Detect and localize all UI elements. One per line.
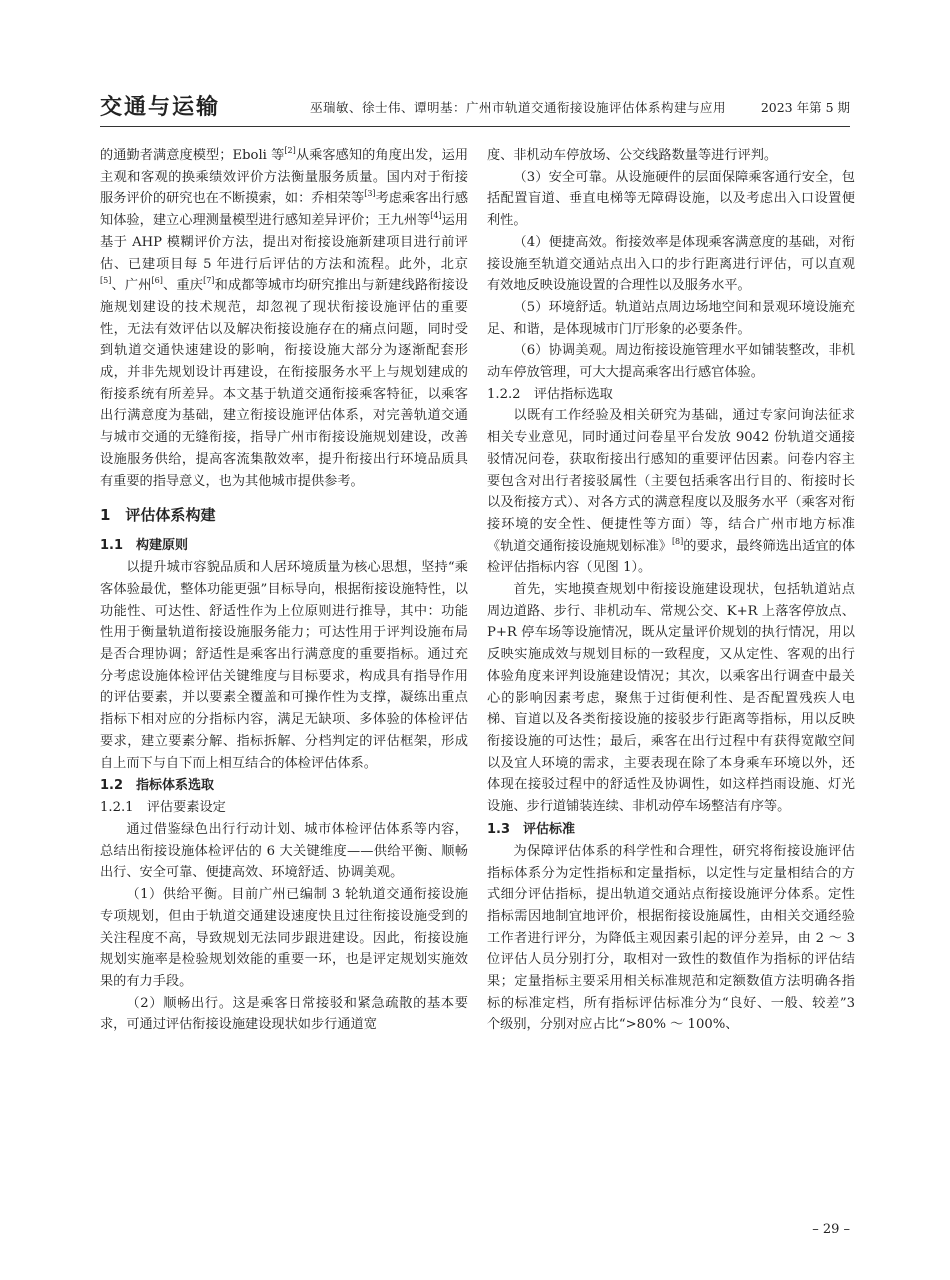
paragraph: 以提升城市容貌品质和人居环境质量为核心思想，坚持“乘客体验最优，整体功能更强”目标导向，根据衔接设施特性，以功能性、可达性、舒适性作为上位原则进行推导，其中：功能性用于衡量轨道衔接设施服务能力；可达性用于评判设施布局是否合理协调；舒适性是乘客出行满意度的重要指标。通过充分考虑设施体检评估关键维度与目标要求，构成具有指导作用的评估要素，并以要素全覆盖和可操作性为支撑，凝练出重点指标下相对应的分指标内容，满足无缺项、多体验的体检评估要求，建立要素分解、指标拆解、分档判定的评估框架，形成自上而下与自下而上相互结合的体检评估体系。 [100,560,468,771]
paragraph: 为保障评估体系的科学性和合理性，研究将衔接设施评估指标体系分为定性指标和定量指标，以定性与定量相结合的方式细分评估指标，提出轨道交通站点衔接设施评分体系。定性指标需因地制宜地评价，根据衔接设施属性，由相关交通经验工作者进行评分，为降低主观因素引起的评分差异，由 2 ～ 3 位评估人员分别打分，取相对一致性的数值作为指标的评估结果；定量指标主要采用相关标准规范和定额数值方法明确各指标的标准定档，所有指标评估标准分为“良好、一般、较差”3 个级别，分别对应占比“>80% ～ 100%、 [487,843,855,1033]
subsection-heading: 1.2 指标体系选取 [100,778,215,794]
ref-link[interactable]: [7] [203,276,215,286]
ref-link[interactable]: [4] [430,211,442,221]
subsection-heading: 1.3 评估标准 [487,821,576,837]
paragraph: 度、非机动车停放场、公交线路数量等进行评判。 [487,148,778,163]
paragraph: （4）便捷高效。衔接效率是体现乘客满意度的基础，对衔接设施至轨道交通站点出入口的步行距离进行评估，可以直观有效地反映设施设置的合理性以及服务水平。 [487,234,855,294]
ref-link[interactable]: [3] [364,189,376,199]
ref-link[interactable]: [6] [151,276,163,286]
right-column [487,145,855,1036]
journal-logo: 交通与运输 [100,95,221,120]
left-column [100,145,468,1036]
paragraph: 首先，实地摸查规划中衔接设施建设现状，包括轨道站点周边道路、步行、非机动车、常规公交、K+R 上落客停放点、P+R 停车场等设施情况，既从定量评价规划的执行情况，用以反映实施成效与规划目标的一致程度，又从定性、客观的出行体验角度来评判设施建设情况；其次，以乘客出行调查中最关心的影响因素考虑，聚焦于过街便利性、是否配置残疾人电梯、盲道以及各类衔接设施的接驳步行距离等指标，用以反映衔接设施的可达性；最后，乘客在出行过程中有获得宽敞空间以及宜人环境的需求，主要表现在除了本身乘车环境以外，还体现在接驳过程中的舒适性及协调性，如这样挡雨设施、灯光设施、步行道铺装连续、非机动停车场整洁有序等。 [487,582,855,815]
section-heading: 1 评估体系构建 [100,506,216,525]
page-number: – 29 – [812,1222,850,1237]
ref-link[interactable]: [8] [671,536,684,546]
ref-link[interactable]: [5] [100,276,112,286]
paragraph: 通过借鉴绿色出行行动计划、城市体检评估体系等内容，总结出衔接设施体检评估的 6 大关键维度——供给平衡、顺畅出行、安全可靠、便捷高效、环境舒适、协调美观。 [100,821,468,881]
ref-link[interactable]: [2] [284,146,296,155]
issue-label: 2023 年第 5 期 [760,100,850,115]
paragraph: 的通勤者满意度模型；Eboli 等[2]从乘客感知的角度出发，运用主观和客观的换乘绩效评价方法衡量服务质量。国内对于衔接服务评价的研究也在不断摸索，如：乔相荣等[3]考虑乘客出行感知体验，建立心理测量模型进行感知差异评价；王九州等[4]运用基于 AHP 模糊评价方法，提出对衔接设施新建项目进行前评估、已建项目每 5 年进行后评估的方法和流程。此外，北京[5]、广州[6]、重庆[7]和成都等城市均研究推出与新建线路衔接设施规划建设的技术规范，却忽视了现状衔接设施评估的重要性，无法有效评估以及解决衔接设施存在的痛点问题，同时受到轨道交通快速建设的影响，衔接设施大部分为逐渐配套形成，并非先规划设计再建设，在衔接服务水平上与规划建成的衔接系统有所差异。本文基于轨道交通衔接乘客特征，以乘客出行满意度为基础，建立衔接设施评估体系，对完善轨道交通与城市交通的无缝衔接，指导广州市衔接设施规划建设，改善设施服务供给，提高客流集散效率，提升衔接出行环境品质具有重要的指导意义，也为其他城市提供参考。 [100,146,469,489]
paragraph: （6）协调美观。周边衔接设施管理水平如铺装整改，非机动车停放管理，可大大提高乘客出行感官体验。 [487,343,855,381]
paragraph: （5）环境舒适。轨道站点周边场地空间和景观环境设施充足、和谐，是体现城市门厅形象的必要条件。 [487,299,855,337]
paragraph: （3）安全可靠。从设施硬件的层面保障乘客通行安全，包括配置盲道、垂直电梯等无障碍设施，以及考虑出入口设置便利性。 [487,169,855,229]
subsubsection-heading: 1.2.1 评估要素设定 [100,800,226,816]
page-header [100,88,850,127]
running-title: 巫瑞敏、徐士伟、谭明基：广州市轨道交通衔接设施评估体系构建与应用 [310,100,727,115]
paragraph: 以既有工作经验及相关研究为基础，通过专家问询法征求相关专业意见，同时通过问卷星平台发放 9042 份轨道交通接驳情况问卷，获取衔接出行感知的重要评估因素。问卷内容主要包含对出行者接驳属性（主要包括乘客出行目的、衔接时长以及衔接方式）、对各方式的满意程度以及服务水平（乘客对衔接环境的安全性、便捷性等方面）等，结合广州市地方标准《轨道交通衔接设施规划标准》[8]的要求，最终筛选出适宜的体检评估指标内容（见图 1）。 [487,408,856,576]
paragraph: （2）顺畅出行。这是乘客日常接驳和紧急疏散的基本要求，可通过评估衔接设施建设现状如步行通道宽 [100,995,468,1033]
subsubsection-heading: 1.2.2 评估指标选取 [487,386,613,402]
subsection-heading: 1.1 构建原则 [100,538,189,554]
paragraph: （1）供给平衡。目前广州已编制 3 轮轨道交通衔接设施专项规划，但由于轨道交通建设速度快且过往衔接设施受到的关注程度不高，导致规划无法同步跟进建设。因此，衔接设施规划实施率是检验规划效能的重要一环，也是评定规划实施效果的有力手段。 [100,887,468,989]
